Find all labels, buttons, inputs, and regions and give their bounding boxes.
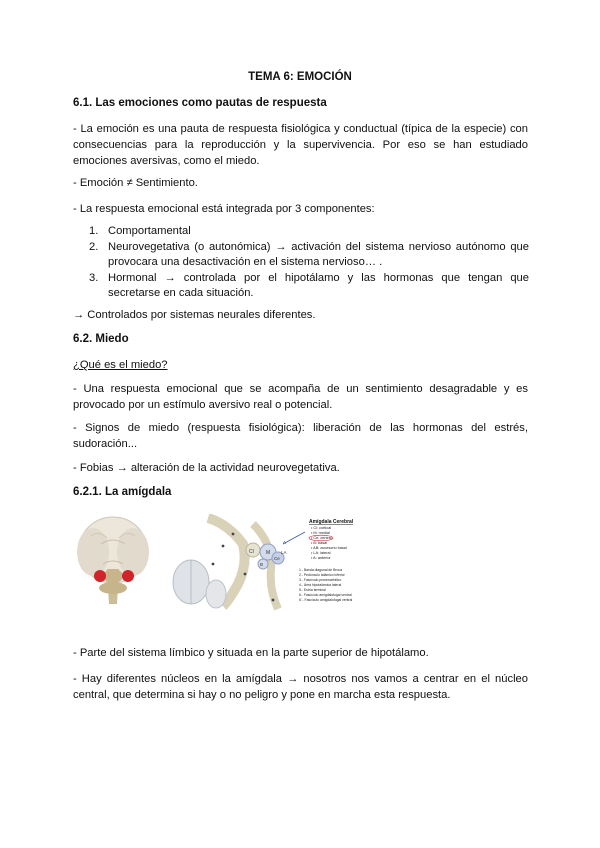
legend-number: 5.- Estría terminal xyxy=(299,588,326,592)
amygdala-right-marker xyxy=(122,570,134,582)
paragraph-fear-signs: - Signos de miedo (respuesta fisiológica): liberación de las hormonas del estrés, sudoración... xyxy=(73,422,528,450)
legend-item: • AB: accesorio basal xyxy=(311,546,347,550)
section-heading-6-1: 6.1. Las emociones como pautas de respuesta xyxy=(73,97,327,109)
section-heading-6-2-1: 6.2.1. La amígdala xyxy=(73,486,172,498)
legend-item: • Cl: cortical xyxy=(311,526,332,530)
list-item: 2. Neurovegetativa (o autonómica) → activación del sistema nervioso autónomo que provocara una desactivación en el sistema nervioso… . xyxy=(89,240,529,268)
paragraph-phobias: - Fobias → alteración de la actividad neurovegetativa. xyxy=(73,462,340,474)
page-title: TEMA 6: EMOCIÓN xyxy=(248,71,352,83)
legend-number: 1.- Banda diagonal de Broca xyxy=(299,568,342,572)
paragraph-components-intro: - La respuesta emocional está integrada por 3 componentes: xyxy=(73,203,375,215)
legend-item: • A: anterior xyxy=(311,556,331,560)
section-heading-6-2: 6.2. Miedo xyxy=(73,333,129,345)
label-ce: Ce xyxy=(274,556,280,561)
paragraph-emotion-definition: - La emoción es una pauta de respuesta fisiológica y conductual (típica de la especie) con consecuencias para la reproducción y la supervivencia. Por eso se han estudiado emociones aversivas, como el miedo. xyxy=(73,123,528,167)
paragraph-amygdala-nuclei: - Hay diferentes núcleos en la amígdala → nosotros nos vamos a centrar en el núcleo central, que determina si hay o no peligro y pone en marcha esta respuesta. xyxy=(73,673,528,701)
label-b: B xyxy=(260,562,264,567)
label-m: M xyxy=(266,550,271,556)
legend-item: • M: medial xyxy=(311,531,330,535)
label-la: LA xyxy=(281,550,287,555)
legend-number: 3.- Fascículo prosencefálico xyxy=(299,578,342,582)
amygdala-left-marker xyxy=(94,570,106,582)
legend-number: 4.- Área hipotalámica lateral xyxy=(299,583,342,587)
list-item: 1. Comportamental xyxy=(89,225,191,237)
paragraph-neural-systems: → Controlados por sistemas neurales diferentes. xyxy=(73,309,316,321)
amygdala-figure xyxy=(73,514,363,614)
label-cl: Cl xyxy=(249,549,254,555)
amygdala-legend xyxy=(299,519,354,602)
components-list xyxy=(89,224,529,302)
legend-item: • B: basal xyxy=(311,541,328,545)
limbic-diagram xyxy=(173,518,305,609)
paragraph-amygdala-location: - Parte del sistema límbico y situada en la parte superior de hipotálamo. xyxy=(73,647,429,659)
question-heading: ¿Qué es el miedo? xyxy=(73,359,168,371)
brain-illustration xyxy=(77,517,149,604)
legend-title: Amígdala Cerebral xyxy=(309,519,354,525)
legend-number: 6.- Fascículo amigdalofugal ventral xyxy=(299,593,352,597)
legend-item: • LA: lateral xyxy=(311,551,331,555)
legend-item: • Ce: central xyxy=(311,536,332,540)
list-item: 3. Hormonal → controlada por el hipotálamo y las hormonas que tengan que secretarse en cada situación. xyxy=(89,271,529,299)
paragraph-emotion-vs-feeling: - Emoción ≠ Sentimiento. xyxy=(73,177,198,189)
label-a: A xyxy=(283,540,287,545)
paragraph-fear-definition: - Una respuesta emocional que se acompaña de un sentimiento desagradable y es provocado por un estímulo aversivo real o potencial. xyxy=(73,383,528,411)
legend-number: 6'.- Fascículo amigdalofugal ventral xyxy=(299,598,353,602)
legend-number: 2.- Pedúnculo talámico inferior xyxy=(299,573,345,577)
